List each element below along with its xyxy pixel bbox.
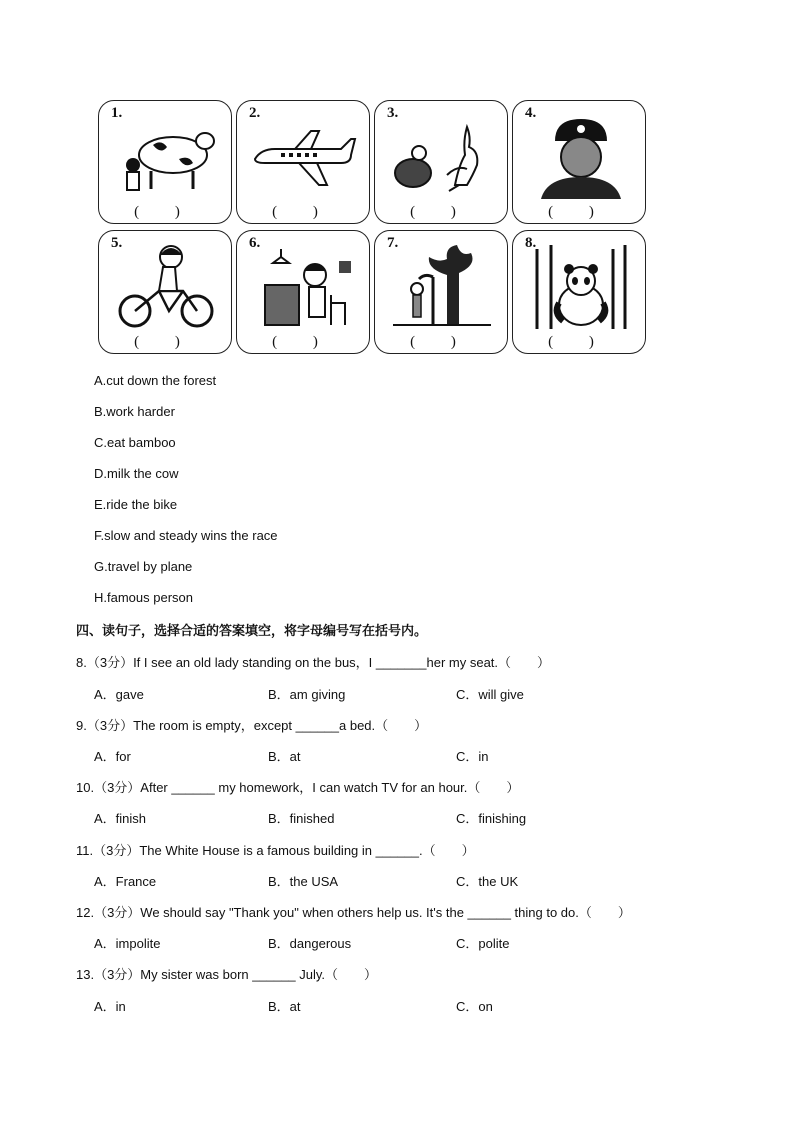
answer-paren[interactable]: ( ) [548,334,610,350]
picture-cell-4 [512,100,646,224]
question-stem: 10.（3分）After ______ my homework，I can watch TV for an hour.（ ） [76,780,520,795]
section-title: 四、读句子，选择合适的答案填空，将字母编号写在括号内。 [76,624,428,639]
answer-paren[interactable]: ( ) [272,204,334,220]
plane-icon [251,115,357,199]
picture-cell-2 [236,100,370,224]
choice-b[interactable]: B．at [268,999,301,1014]
option-c: C.eat bamboo [94,435,176,450]
famous-person-icon [527,115,633,199]
picture-number: 8. [525,235,537,251]
question-stem: 11.（3分）The White House is a famous building in ______.（ ） [76,843,475,858]
choice-c[interactable]: C．will give [456,687,524,702]
option-h: H.famous person [94,590,193,605]
option-e: E.ride the bike [94,497,178,512]
answer-paren[interactable]: ( ) [410,204,472,220]
choice-a[interactable]: A．impolite [94,936,161,951]
option-list [94,372,278,620]
picture-grid [94,96,660,358]
choice-b[interactable]: B．the USA [268,874,339,889]
question-stem: 13.（3分）My sister was born ______ July.（ ） [76,967,378,982]
question-stem: 9.（3分）The room is empty，except ______a bed.（ ） [76,718,428,733]
choice-a[interactable]: A．gave [94,687,144,702]
choice-a[interactable]: A．France [94,874,157,889]
option-b: B.work harder [94,404,175,419]
picture-cell-1 [98,100,232,224]
question-stem: 12.（3分）We should say "Thank you" when others help us. It's the ______ thing to do.（ ） [76,905,631,920]
picture-cell-7 [374,230,508,354]
answer-paren[interactable]: ( ) [134,334,196,350]
cow-icon [113,115,219,199]
choice-a[interactable]: A．in [94,999,126,1014]
option-d: D.milk the cow [94,466,179,481]
choice-c[interactable]: C．finishing [456,811,527,826]
picture-cell-8 [512,230,646,354]
picture-number: 1. [111,105,123,121]
choice-a[interactable]: A．finish [94,811,147,826]
picture-number: 6. [249,235,261,251]
picture-cell-5 [98,230,232,354]
answer-paren[interactable]: ( ) [548,204,610,220]
picture-number: 4. [525,105,537,121]
choice-c[interactable]: C．in [456,749,489,764]
panda-icon [527,245,633,329]
studying-boy-icon [251,245,357,329]
tortoise-hare-icon [389,115,495,199]
choice-c[interactable]: C．on [456,999,493,1014]
picture-cell-6 [236,230,370,354]
picture-number: 3. [387,105,399,121]
choice-c[interactable]: C．the UK [456,874,519,889]
choice-b[interactable]: B．finished [268,811,335,826]
option-g: G.travel by plane [94,559,193,574]
answer-paren[interactable]: ( ) [272,334,334,350]
cutting-tree-icon [389,245,495,329]
question-stem: 8.（3分）If I see an old lady standing on the bus，I _______her my seat.（ ） [76,655,551,670]
option-a: A.cut down the forest [94,373,217,388]
picture-number: 7. [387,235,399,251]
option-f: F.slow and steady wins the race [94,528,278,543]
answer-paren[interactable]: ( ) [134,204,196,220]
picture-number: 5. [111,235,123,251]
picture-cell-3 [374,100,508,224]
bike-icon [113,245,219,329]
choice-b[interactable]: B．am giving [268,687,346,702]
choice-b[interactable]: B．at [268,749,301,764]
answer-paren[interactable]: ( ) [410,334,472,350]
choice-b[interactable]: B．dangerous [268,936,352,951]
choice-c[interactable]: C．polite [456,936,510,951]
choice-a[interactable]: A．for [94,749,131,764]
picture-number: 2. [249,105,261,121]
